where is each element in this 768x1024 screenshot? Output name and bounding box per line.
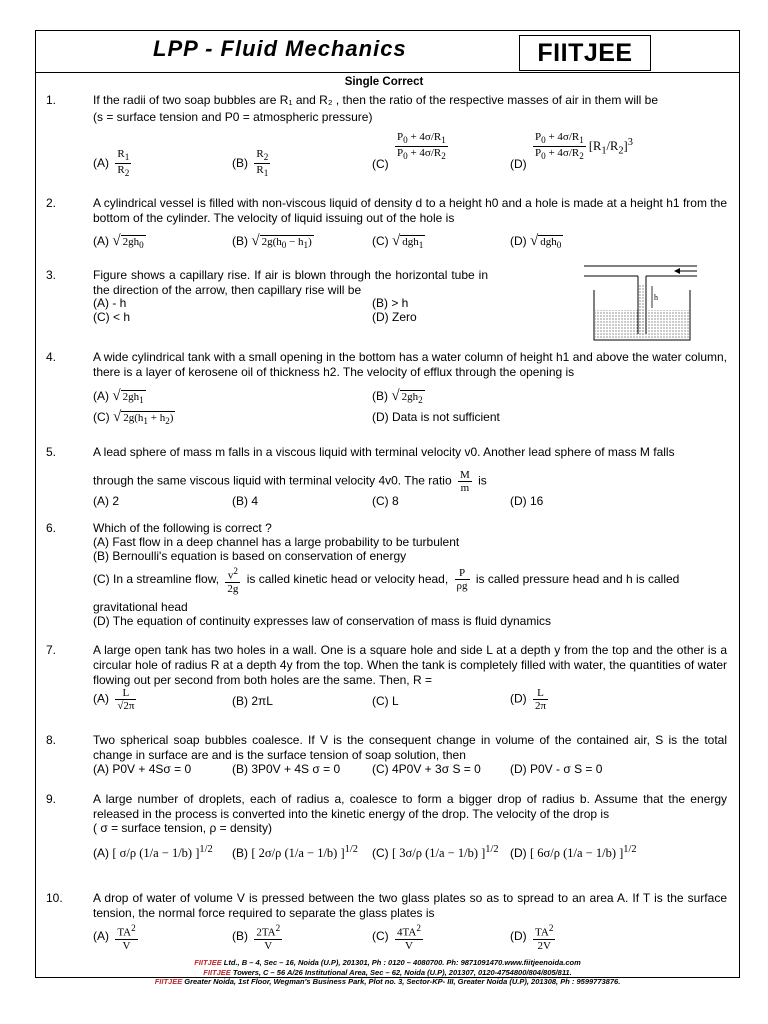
question-subtext: (s = surface tension and P0 = atmospheric pressure) [93,110,373,124]
question-number: 5. [46,445,57,459]
option-b[interactable]: (B) $\frac{R_2}{R_1}$ [232,148,269,179]
footer-line-3: FIITJEE Greater Noida, 1st Floor, Wegman's Business Park, Plot no. 3, Sector-KP- III, Greater Noida (U.P), 201308, Ph : 9599773876. [154,977,621,986]
question-text: Which of the following is correct ? [93,521,272,535]
option-d[interactable]: (D) The equation of continuity expresses law of conservation of mass is fluid dynamics [93,614,551,628]
capillary-figure [582,264,702,344]
option-c[interactable]: (C) < h [93,310,131,324]
footer-line-1: FIITJEE Ltd., B – 4, Sec – 16, Noida (U.P), 201301, Ph : 0120 – 4080700. Ph: 9871091470.www.fiitjeenoida.com [194,958,581,967]
question-text: A large number of droplets, each of radius a, coalesce to form a bigger drop of radius b. Assume that the energy released in the process is converted into the kinetic energy of the drop. The velocity of the drop is [93,792,727,821]
question-number: 1. [46,93,57,107]
option-d[interactable]: (D) P0V - σ S = 0 [510,762,603,776]
section-heading: Single Correct [344,76,424,88]
question-text: A lead sphere of mass m falls in a viscous liquid with terminal velocity v0. Another lead sphere of mass M falls [93,445,675,459]
question-text: A cylindrical vessel is filled with non-viscous liquid of density d to a height h0 and a hole is made at a height h1 from the bottom of the cylinder. The velocity of liquid issuing out of the hole is [93,196,727,225]
header-divider [35,72,740,73]
option-b[interactable]: (B) 2πL [232,694,273,708]
option-b[interactable]: (B) $\frac{2TA^2}{V}$ [232,923,281,952]
question-number: 10. [46,891,63,905]
option-b[interactable]: (B) √ $2gh_2$ [372,388,423,406]
option-d[interactable]: (D) 16 [510,494,544,508]
option-c-continued: gravitational head [93,600,188,614]
option-a[interactable]: (A) $\frac{TA^2}{V}$ [93,923,136,952]
option-c[interactable]: (C) $\frac{4TA^2}{V}$ [372,923,421,952]
option-a[interactable]: (A) - h [93,296,127,310]
option-d[interactable]: (D) Zero [372,310,417,324]
fiitjee-logo: FIITJEE [519,35,651,71]
option-a[interactable]: (A) √ $2gh_1$ [93,388,144,406]
option-a[interactable]: (A) [ σ/ρ (1/a − 1/b) ]$^{1/2}$ [93,844,213,861]
option-c[interactable]: (C) √ $2g(h_1 + h_2)$ [93,409,174,427]
svg-text:h: h [654,293,658,302]
footer-line-2: FIITJEE Towers, C – 56 A/26 Institutional Area, Sec – 62, Noida (U.P), 201307, 0120-4754800/804/805/811. [203,967,572,977]
question-text: Two spherical soap bubbles coalesce. If V is the consequent change in volume of the contained air, S is the total change in surface are and is the surface tension of soap solution, then [93,733,727,762]
question-text: A wide cylindrical tank with a small opening in the bottom has a water column of height h1 and above the water column, there is a layer of kerosene oil of thickness h2. The velocity of efflux through the opening is [93,350,727,379]
option-b[interactable]: (B) 4 [232,494,259,508]
footer [35,958,740,987]
option-b[interactable]: (B) √ $2g(h_0 - h_1)$ [232,233,312,251]
header [35,30,740,72]
option-d[interactable]: (D) $\frac{P_0 + 4\sigma/R_1}{P_0 + 4\sigma/R_2}$ $[R_1/R_2]^3$ [510,131,633,171]
option-d[interactable]: (D) √ dgh$_0$ [510,233,562,251]
option-d[interactable]: (D) Data is not sufficient [372,410,500,424]
question-number: 3. [46,268,57,282]
question-number: 4. [46,350,57,364]
option-a[interactable]: (A) $\frac{L}{√2\pi}$ [93,687,135,712]
question-number: 8. [46,733,57,747]
question-number: 9. [46,792,57,806]
question-number: 2. [46,196,57,210]
question-text: A large open tank has two holes in a wall. One is a square hole and side L at a depth y from the top and the other is a circular hole of radius R at a depth 4y from the top. When the tank is completely filled with water, the quantities of water flowing out per second from both holes are the same. Then, R = [93,643,727,687]
option-c[interactable]: (C) √ dgh$_1$ [372,233,424,251]
option-b[interactable]: (B) > h [372,296,409,310]
page-title: LPP - Fluid Mechanics [153,36,407,61]
question-number: 6. [46,521,57,535]
question-text: Figure shows a capillary rise. If air is blown through the horizontal tube in the direction of the arrow, then capillary rise will be [93,268,488,297]
question-text-continued: through the same viscous liquid with terminal velocity 4v0. The ratio $\frac{M}{m}$ is [93,469,487,494]
option-c[interactable]: (C) In a streamline flow, $\frac{v^2}{2g}$ is called kinetic head or velocity head, $\frac{P}{\rho g}$ is called pressure head and h is called [93,566,680,595]
option-d[interactable]: (D) $\frac{L}{2\pi}$ [510,687,547,712]
option-d[interactable]: (D) $\frac{TA^2}{2V}$ [510,923,554,952]
option-a[interactable]: (A) 2 [93,494,120,508]
option-c[interactable]: (C) [ 3σ/ρ (1/a − 1/b) ]$^{1/2}$ [372,844,499,861]
option-a[interactable]: (A) P0V + 4Sσ = 0 [93,762,192,776]
question-text: A drop of water of volume V is pressed between the two glass plates so as to spread to an area A. If T is the surface tension, the normal force required to separate the glass plates is [93,891,727,920]
question-number: 7. [46,643,57,657]
arrow-head-icon [674,268,680,274]
option-d[interactable]: (D) [ 6σ/ρ (1/a − 1/b) ]$^{1/2}$ [510,844,637,861]
option-a[interactable]: (A) $\frac{R_1}{R_2}$ [93,148,130,179]
option-b[interactable]: (B) 3P0V + 4S σ = 0 [232,762,341,776]
option-b[interactable]: (B) [ 2σ/ρ (1/a − 1/b) ]$^{1/2}$ [232,844,358,861]
option-c[interactable]: (C) 4P0V + 3σ S = 0 [372,762,481,776]
option-a[interactable]: (A) Fast flow in a deep channel has a large probability to be turbulent [93,535,460,549]
option-a[interactable]: (A) √ $2gh_0$ [93,233,144,251]
option-b[interactable]: (B) Bernoulli's equation is based on conservation of energy [93,549,407,563]
question-subtext: ( σ = surface tension, ρ = density) [93,821,272,835]
option-c[interactable]: (C) L [372,694,399,708]
option-c[interactable]: (C) 8 [372,494,399,508]
question-text: If the radii of two soap bubbles are R₁ and R₂ , then the ratio of the respective masses of air in them will be [93,93,658,107]
option-c[interactable]: (C) $\frac{P_0 + 4\sigma/R_1}{P_0 + 4\sigma/R_2}$ [372,131,446,171]
